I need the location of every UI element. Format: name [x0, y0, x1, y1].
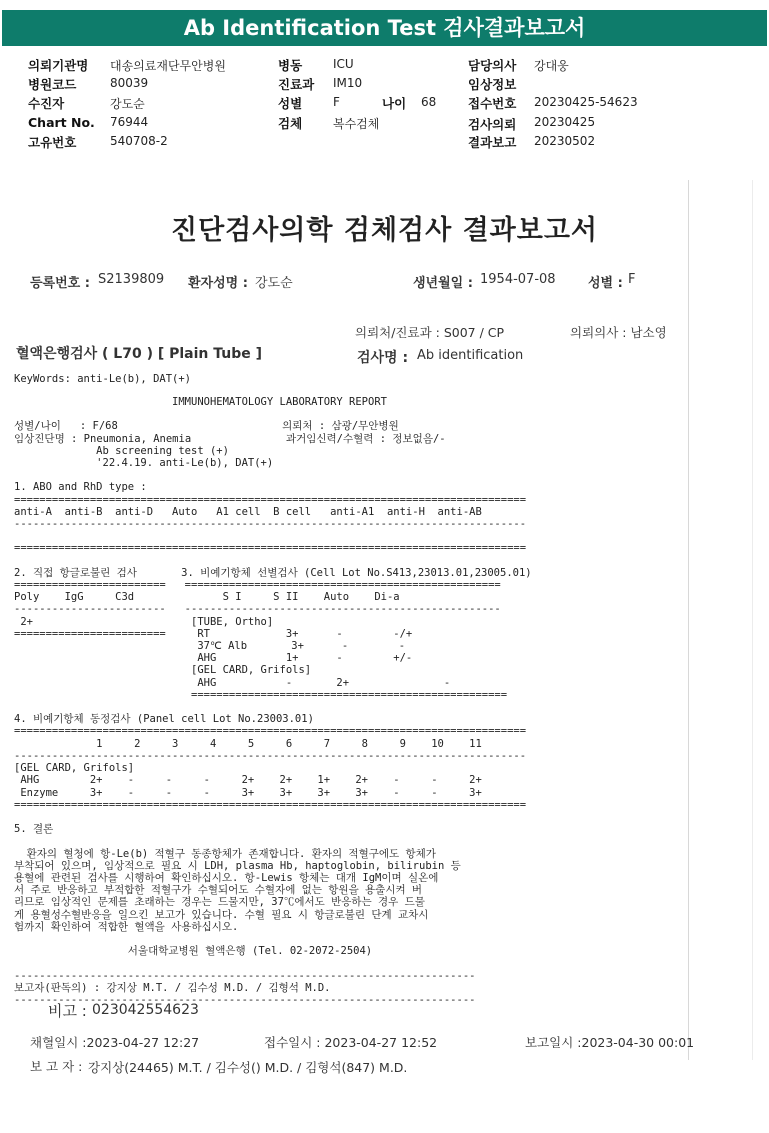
hdr-label-receipt-no: 접수번호 — [468, 96, 517, 111]
patient-name: 강도순 — [255, 276, 293, 291]
report-body-line: 37℃ Alb 3+ - - — [14, 640, 406, 653]
report-body-line: ================================================================================= — [14, 493, 527, 506]
report-body-line: AHG - 2+ - — [14, 676, 451, 689]
hdr-value-requested: 20230425 — [534, 115, 596, 129]
report-body-line: ================================================================================= — [14, 798, 527, 811]
test-group: 혈액은행검사 ( L70 ) [ Plain Tube ] — [16, 346, 263, 362]
report-body-line: AHG 1+ - +/- — [14, 652, 413, 665]
hdr-label-result-report: 결과보고 — [468, 135, 517, 150]
banner — [0, 0, 769, 50]
report-body-line: 1. ABO and RhD type : — [14, 481, 147, 494]
patient-name-label: 환자성명 : — [188, 276, 248, 291]
report-body-line: ------------------------ -------------------------------------------------- — [14, 603, 501, 616]
hdr-value-specimen: 복수검체 — [333, 117, 380, 131]
hdr-value-ward: ICU — [333, 57, 354, 71]
received-datetime: 접수일시 : 2023-04-27 12:52 — [264, 1035, 438, 1050]
report-body-line: IMMUNOHEMATOLOGY LABORATORY REPORT — [14, 396, 387, 408]
reg-no-label: 등록번호 : — [30, 276, 90, 291]
report-body-line: '22.4.19. anti-Le(b), DAT(+) — [14, 457, 274, 470]
report-body-line: 서 주로 반응하고 부적합한 적혈구가 수혈되어도 수혈자에 없는 항원을 용출시켜 버 — [14, 884, 423, 897]
remark-value: 023042554623 — [92, 1002, 199, 1018]
reporter-label: 보 고 자 : — [30, 1059, 83, 1074]
report-body-line: 환자의 혈청에 항-Le(b) 적혈구 동종항체가 존재합니다. 환자의 적혈구에도 항체가 — [14, 847, 436, 860]
hdr-value-receipt-no: 20230425-54623 — [534, 95, 638, 109]
report-body-line: ================================================================================= — [14, 542, 527, 555]
requesting-doctor: 의뢰의사 : 남소영 — [570, 325, 667, 340]
hdr-value-result-report: 20230502 — [534, 134, 596, 148]
reported-datetime: 보고일시 :2023-04-30 00:01 — [525, 1035, 695, 1050]
dob: 1954-07-08 — [480, 272, 556, 287]
hdr-label-patient: 수진자 — [28, 96, 65, 111]
report-body-line: 서울대학교병원 혈액은행 (Tel. 02-2072-2504) — [14, 945, 373, 958]
sex: F — [628, 272, 636, 287]
report-body-line: 5. 결론 — [14, 823, 54, 836]
report-body-line: Poly IgG C3d S I S II Auto Di-a — [14, 591, 400, 604]
remark-label: 비고 : — [48, 1002, 87, 1020]
hdr-value-dept: IM10 — [333, 76, 363, 90]
report-body-line: 4. 비예기항체 동정검사 (Panel cell Lot No.23003.01) — [14, 713, 314, 726]
hdr-value-doctor: 강대웅 — [534, 59, 569, 73]
report-body-line: Enzyme 3+ - - - 3+ 3+ 3+ 3+ - - 3+ — [14, 786, 482, 799]
hdr-label-hospital: 의뢰기관명 — [28, 58, 89, 73]
report-body-line: ======================== RT 3+ - -/+ — [14, 627, 413, 640]
report-body-line: 2+ [TUBE, Ortho] — [14, 615, 274, 628]
hdr-value-patient: 강도순 — [110, 97, 145, 111]
report-body — [14, 396, 764, 1006]
report-body-line: ------------------------------------------------------------------------- — [14, 969, 476, 982]
report-body-line: ------------------------------------------------------------------------- — [14, 993, 476, 1006]
report-body-line: [GEL CARD, Grifols] — [14, 664, 312, 677]
report-body-line: 성별/나이 : F/68 의뢰처 : 삼광/무안병원 — [14, 420, 399, 433]
collected-datetime: 채혈일시 :2023-04-27 12:27 — [30, 1035, 200, 1050]
report-body-line: 험까지 확인하여 적합한 혈액을 사용하십시오. — [14, 920, 239, 933]
hdr-value-chart-no: 76944 — [110, 115, 149, 129]
hdr-value-hospital-code: 80039 — [110, 76, 149, 90]
report-body-line: 보고자(판독의) : 강지상 M.T. / 김수성 M.D. / 김형석 M.D. — [14, 981, 331, 994]
report-body-line: 1 2 3 4 5 6 7 8 9 10 11 — [14, 737, 482, 750]
hdr-label-hospital-code: 병원코드 — [28, 77, 77, 92]
keywords: KeyWords: anti-Le(b), DAT(+) — [14, 373, 192, 385]
report-body-line: ======================== ================================================== — [14, 579, 501, 592]
report-body-line: 2. 직접 항글로불린 검사 3. 비예기항체 선별검사 (Cell Lot No.S413,23013.01,23005.01) — [14, 566, 532, 579]
report-body-line: 리므로 임상적인 문제를 초래하는 경우는 드물지만, 37℃에서도 반응하는 경우 드물 — [14, 896, 425, 909]
hdr-value-sex: F — [333, 95, 340, 109]
report-body-line: [GEL CARD, Grifols] — [14, 762, 135, 775]
report-body-line: 게 용혈성수혈반응을 일으킨 보고가 있습니다. 수혈 필요 시 항글로불린 단계 교차시 — [14, 908, 429, 921]
hdr-value-unique-no: 540708-2 — [110, 134, 168, 148]
hdr-label-dept: 진료과 — [278, 77, 315, 92]
test-name-label: 검사명 : — [357, 350, 409, 366]
reporters: 강지상(24465) M.T. / 김수성() M.D. / 김형석(847) M.D. — [88, 1060, 408, 1075]
banner-title: Ab Identification Test 검사결과보고서 — [2, 10, 767, 46]
report-body-line: AHG 2+ - - - 2+ 2+ 1+ 2+ - - 2+ — [14, 774, 482, 787]
report-body-line: --------------------------------------------------------------------------------- — [14, 749, 527, 762]
report-body-line: ================================================================================= — [14, 725, 527, 738]
hdr-value-age: 68 — [421, 95, 437, 109]
dob-label: 생년월일 : — [413, 276, 473, 291]
report-body-line: 부착되어 있으며, 임상적으로 필요 시 LDH, plasma Hb, haptoglobin, bilirubin 등 — [14, 859, 461, 872]
hdr-label-requested: 검사의뢰 — [468, 117, 517, 132]
report-body-line: 용혈에 관련된 검사를 시행하여 확인하십시오. 항-Lewis 항체는 대개 IgM이며 실온에 — [14, 871, 439, 884]
sex-label: 성별 : — [588, 276, 623, 291]
hdr-value-hospital: 대송의료재단무안병원 — [110, 59, 226, 73]
test-name: Ab identification — [417, 348, 524, 363]
reg-no: S2139809 — [98, 272, 165, 287]
report-body-line: anti-A anti-B anti-D Auto A1 cell B cell anti-A1 anti-H anti-AB — [14, 505, 482, 518]
hdr-label-ward: 병동 — [278, 58, 303, 73]
report-body-line: 임상진단명 : Pneumonia, Anemia 과거임신력/수혈력 : 정보없음/- — [14, 432, 446, 445]
report-body-line: ================================================== — [14, 688, 508, 701]
hdr-label-doctor: 담당의사 — [468, 58, 517, 73]
hdr-label-specimen: 검체 — [278, 116, 303, 131]
report-body-line: --------------------------------------------------------------------------------- — [14, 518, 527, 531]
hdr-label-clinical-info: 임상정보 — [468, 77, 517, 92]
report-body-line: Ab screening test (+) — [14, 444, 229, 457]
report-title: 진단검사의학 검체검사 결과보고서 — [170, 215, 599, 246]
hdr-label-age: 나이 — [382, 96, 407, 111]
hdr-label-unique-no: 고유번호 — [28, 135, 77, 150]
hdr-label-sex: 성별 — [278, 96, 303, 111]
hdr-label-chart-no: Chart No. — [28, 115, 95, 130]
requesting-dept: 의뢰처/진료과 : S007 / CP — [355, 325, 505, 340]
